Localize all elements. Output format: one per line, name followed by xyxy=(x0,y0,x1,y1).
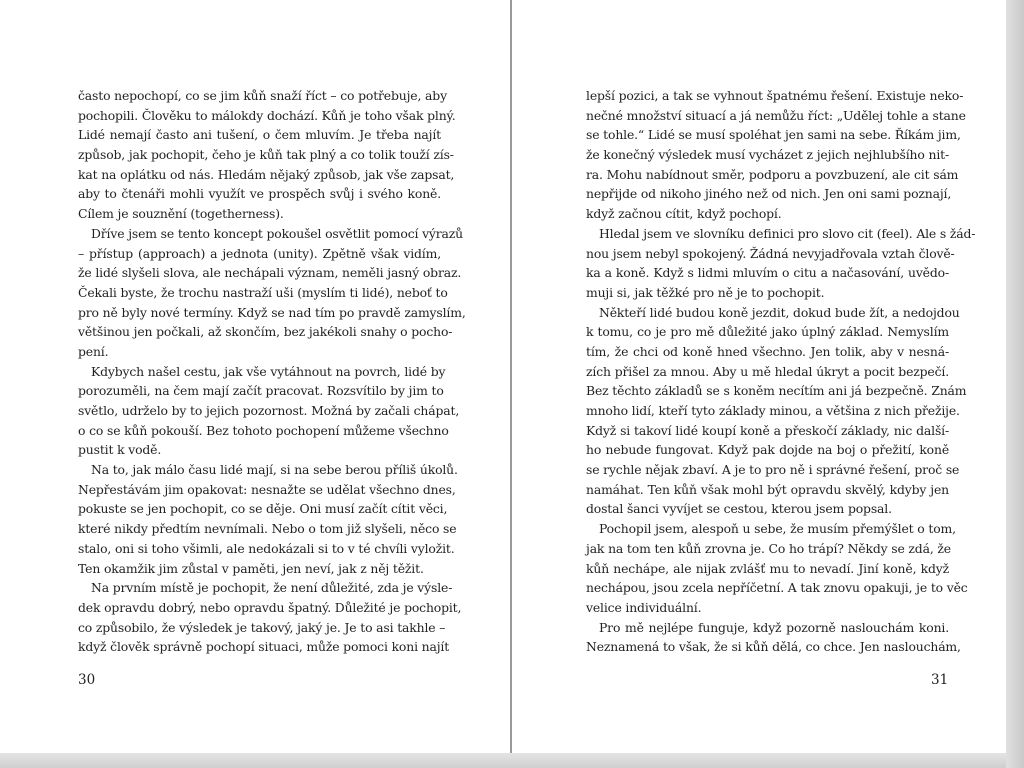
text-line: Pro mě nejlépe funguje, když pozorně naslouchám koni. xyxy=(599,619,949,635)
paragraph xyxy=(586,224,976,303)
text-line: Čekali byste, že trochu nastraží uši (myslím ti lidé), neboť to xyxy=(78,284,448,300)
text-line: když začnou cítit, když pochopí. xyxy=(586,206,782,222)
text-line: když člověk správně pochopí situaci, může pomoci koni najít xyxy=(78,639,450,655)
text-line: způsob, jak pochopit, čeho je kůň tak plný a co tolik touží zís- xyxy=(78,147,454,163)
text-line: Neznamená to však, že si kůň dělá, co chce. Jen naslouchám, xyxy=(586,639,961,655)
paragraph xyxy=(78,86,456,224)
page-edge-shadow-right xyxy=(1006,0,1024,768)
text-line: – přístup (approach) a jednota (unity). Zpětně však vidím, xyxy=(78,245,441,261)
paragraph xyxy=(78,224,466,362)
text-line: Bez těchto základů se s koněm necítím ani já bezpečně. Znám xyxy=(586,383,967,399)
text-line: namáhat. Ten kůň však mohl být opravdu skvělý, kdyby jen xyxy=(586,481,949,497)
text-line: pení. xyxy=(78,343,109,359)
text-line: že lidé slyšeli slova, ale nechápali význam, neměli jasný obraz. xyxy=(78,265,462,281)
right-page-text xyxy=(586,86,976,657)
page-number-left: 30 xyxy=(78,672,96,688)
text-line: ho nebude fungovat. Když pak dojde na boj o přežití, koně xyxy=(586,442,949,458)
text-line: pro ně byly nové termíny. Když se nad tím po pravdě zamyslím, xyxy=(78,304,466,320)
text-line: nou jsem nebyl spokojený. Žádná nevyjadřovala vztah člově- xyxy=(586,245,955,261)
text-line: se tohle.“ Lidé se musí spoléhat jen sami na sebe. Říkám jim, xyxy=(586,127,961,143)
text-line: Lidé nemají často ani tušení, o čem mluvím. Je třeba najít xyxy=(78,127,441,143)
paragraph xyxy=(586,519,968,617)
text-line: Hledal jsem ve slovníku definici pro slovo cit (feel). Ale s žád- xyxy=(599,225,976,241)
text-line: ra. Mohu nabídnout směr, podporu a povzbuzení, ale cit sám xyxy=(586,166,959,182)
text-line: tím, že chci od koně hned všechno. Jen tolik, aby v nesná- xyxy=(586,343,949,359)
left-page-text xyxy=(78,86,466,657)
paragraph xyxy=(586,618,961,657)
text-line: Cílem je souznění (togetherness). xyxy=(78,206,284,222)
text-line: pokuste se jen pochopit, co se děje. Oni musí začít cítit věci, xyxy=(78,501,448,517)
text-line: kůň nechápe, ale nijak zvlášť mu to nevadí. Jiní koně, když xyxy=(586,560,949,576)
text-line: Dříve jsem se tento koncept pokoušel osvětlit pomocí výrazů xyxy=(91,225,463,241)
text-line: kat na oplátku od nás. Hledám nějaký způsob, jak vše zapsat, xyxy=(78,166,455,182)
page-number-right: 31 xyxy=(931,672,949,688)
text-line: které nikdy předtím nevnímali. Nebo o tom již slyšeli, něco se xyxy=(78,521,457,537)
text-line: muji si, jak těžké pro ně je to pochopit. xyxy=(586,284,825,300)
text-line: k tomu, co je pro mě důležité jako úplný základ. Nemyslím xyxy=(586,324,949,340)
text-line: nepřijde od nikoho jiného než od nich. Jen oni sami poznají, xyxy=(586,186,952,202)
text-line: Kdybych našel cestu, jak vše vytáhnout na povrch, lidé by xyxy=(91,363,446,379)
text-line: Na to, jak málo času lidé mají, si na sebe berou příliš úkolů. xyxy=(91,462,458,478)
page-edge-shadow-bottom xyxy=(0,753,1024,768)
text-line: se rychle nějak zbaví. A je to pro ně i správné řešení, proč se xyxy=(586,462,960,478)
text-line: aby to čtenáři mohli využít ve prospěch svůj i svého koně. xyxy=(78,186,441,202)
text-line: jak na tom ten kůň zrovna je. Co ho trápí? Někdy se zdá, že xyxy=(586,540,951,556)
paragraph xyxy=(586,303,967,520)
text-line: světlo, udrželo by to jejich pozornost. Možná by začali chápat, xyxy=(78,403,460,418)
text-line: často nepochopí, co se jim kůň snaží říct – co potřebuje, aby xyxy=(78,88,447,103)
text-line: nechápou, jsou zcela nepříčetní. A tak znovu opakuji, je to věc xyxy=(586,580,968,596)
text-line: lepší pozici, a tak se vyhnout špatnému řešení. Existuje neko- xyxy=(586,88,964,103)
text-line: Ten okamžik jim zůstal v paměti, jen neví, jak z něj těžit. xyxy=(78,560,424,576)
text-line: velice individuální. xyxy=(586,599,702,615)
text-line: o co se kůň pokouší. Bez tohoto pochopení můžeme všechno xyxy=(78,422,449,438)
text-line: Když si takoví lidé koupí koně a přeskočí základy, nic další- xyxy=(586,422,949,438)
text-line: stalo, oni si toho všimli, ale nedokázali si to v té chvíli vyložit. xyxy=(78,540,455,556)
text-line: mnoho lidí, kteří tyto základy minou, a většina z nich přežije. xyxy=(586,403,960,418)
paragraph xyxy=(586,86,966,224)
text-line: pustit k vodě. xyxy=(78,442,162,458)
text-line: Pochopil jsem, alespoň u sebe, že musím přemýšlet o tom, xyxy=(599,521,956,537)
paragraph xyxy=(78,362,460,460)
text-line: zích přišel za mnou. Aby u mě hledal úkryt a pocit bezpečí. xyxy=(586,363,949,379)
text-line: porozuměli, na čem mají začít pracovat. Rozsvítilo by jim to xyxy=(78,383,444,399)
paragraph xyxy=(78,578,462,657)
text-line: pochopili. Člověku to málokdy dochází. Kůň je toho však plný. xyxy=(78,107,456,123)
text-line: že konečný výsledek musí vycházet z jejich nejhlubšího nit- xyxy=(586,147,949,163)
text-line: Nepřestávám jim opakovat: nesnažte se udělat všechno dnes, xyxy=(78,481,456,497)
text-line: ka a koně. Když s lidmi mluvím o citu a načasování, uvědo- xyxy=(586,265,949,281)
text-line: Někteří lidé budou koně jezdit, dokud bude žít, a nedojdou xyxy=(599,304,960,320)
paragraph xyxy=(78,460,458,578)
text-line: nečné množství situací a já nemůžu říct: „Udělej tohle a stane xyxy=(586,107,966,123)
text-line: dek opravdu dobrý, nebo opravdu špatný. Důležité je pochopit, xyxy=(78,599,462,615)
text-line: většinou jen počkali, až skončím, bez jakékoli snahy o pocho- xyxy=(78,324,453,340)
text-line: Na prvním místě je pochopit, že není důležité, zda je výsle- xyxy=(91,580,453,596)
text-line: co způsobilo, že výsledek je takový, jaký je. Je to asi takhle – xyxy=(78,619,446,635)
text-line: dostal šanci vyvíjet se cestou, kterou jsem popsal. xyxy=(586,501,892,517)
